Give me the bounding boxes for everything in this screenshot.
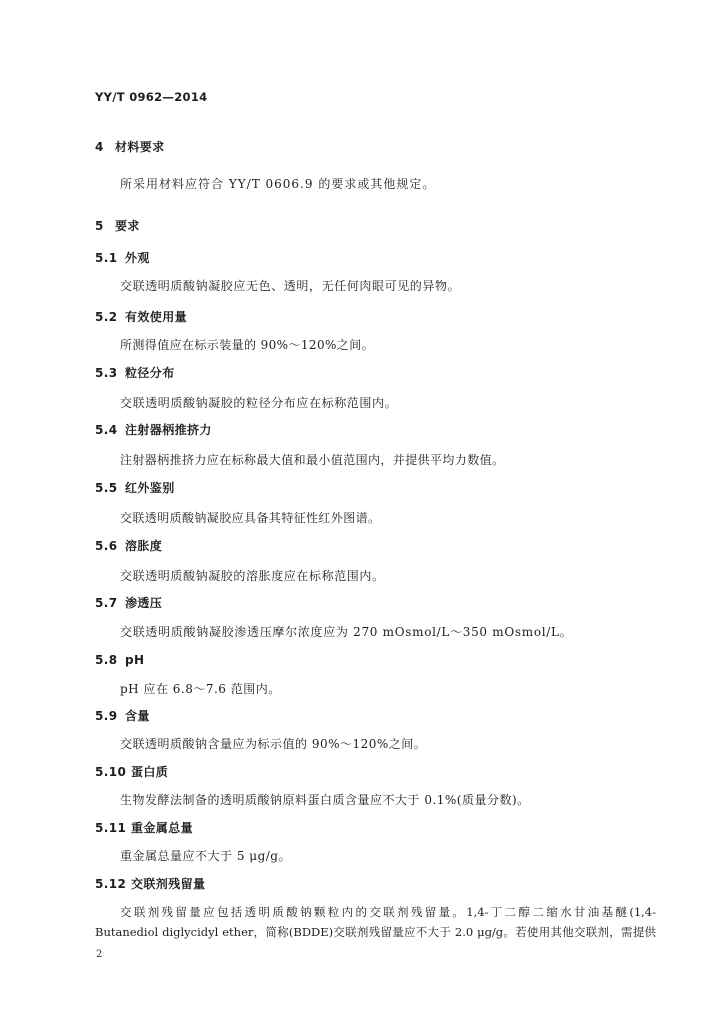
clause-title: 蛋白质 bbox=[131, 765, 169, 779]
section-title: 材料要求 bbox=[115, 140, 165, 154]
page-number: 2 bbox=[96, 949, 103, 960]
clause-title: 交联剂残留量 bbox=[131, 877, 206, 891]
clause-number: 5.9 bbox=[95, 709, 118, 723]
standard-code-header: YY/T 0962—2014 bbox=[95, 90, 208, 104]
clause-5-9-heading bbox=[95, 708, 150, 724]
clause-number: 5.3 bbox=[95, 366, 118, 380]
clause-number: 5.6 bbox=[95, 539, 118, 553]
clause-number: 5.11 bbox=[95, 821, 127, 835]
clause-5-7-text: 交联透明质酸钠凝胶渗透压摩尔浓度应为 270 mOsmol/L～350 mOsmol/L。 bbox=[120, 625, 573, 639]
clause-5-1-text: 交联透明质酸钠凝胶应无色、透明，无任何肉眼可见的异物。 bbox=[120, 279, 461, 293]
clause-5-8-text: pH 应在 6.8～7.6 范围内。 bbox=[120, 682, 281, 696]
section-5-heading bbox=[95, 218, 140, 234]
clause-title: 含量 bbox=[125, 709, 150, 723]
section-number: 5 bbox=[95, 219, 104, 233]
clause-5-3-text: 交联透明质酸钠凝胶的粒径分布应在标称范围内。 bbox=[120, 396, 398, 410]
clause-number: 5.4 bbox=[95, 423, 118, 437]
clause-5-10-text: 生物发酵法制备的透明质酸钠原料蛋白质含量应不大于 0.1%(质量分数)。 bbox=[120, 793, 530, 807]
clause-5-2-heading bbox=[95, 309, 187, 325]
clause-title: 重金属总量 bbox=[131, 821, 194, 835]
clause-title: 有效使用量 bbox=[125, 310, 188, 324]
clause-5-3-heading bbox=[95, 365, 175, 381]
clause-5-4-text: 注射器柄推挤力应在标称最大值和最小值范围内，并提供平均力数值。 bbox=[120, 453, 505, 467]
clause-title: 粒径分布 bbox=[125, 366, 175, 380]
clause-5-6-heading bbox=[95, 538, 162, 554]
clause-5-1-heading bbox=[95, 250, 150, 266]
clause-title: 红外鉴别 bbox=[125, 481, 175, 495]
clause-5-5-text: 交联透明质酸钠凝胶应具备其特征性红外图谱。 bbox=[120, 511, 381, 525]
clause-number: 5.5 bbox=[95, 481, 118, 495]
clause-5-9-text: 交联透明质酸钠含量应为标示值的 90%～120%之间。 bbox=[120, 737, 427, 751]
section-4-text: 所采用材料应符合 YY/T 0606.9 的要求或其他规定。 bbox=[120, 177, 436, 191]
clause-title: 注射器柄推挤力 bbox=[125, 423, 212, 437]
clause-5-11-text: 重金属总量应不大于 5 μg/g。 bbox=[120, 849, 291, 863]
clause-5-6-text: 交联透明质酸钠凝胶的溶胀度应在标称范围内。 bbox=[120, 569, 385, 583]
clause-5-4-heading bbox=[95, 422, 212, 438]
clause-number: 5.7 bbox=[95, 596, 118, 610]
clause-number: 5.10 bbox=[95, 765, 127, 779]
clause-5-12-heading bbox=[95, 876, 205, 892]
clause-title: 外观 bbox=[125, 251, 150, 265]
clause-5-12-text-line-2: Butanediol diglycidyl ether，简称(BDDE)交联剂残留量应不大于 2.0 μg/g。若使用其他交联剂，需提供 bbox=[95, 925, 656, 939]
clause-5-2-text: 所测得值应在标示装量的 90%～120%之间。 bbox=[120, 338, 374, 352]
clause-5-5-heading bbox=[95, 480, 175, 496]
clause-title: pH bbox=[125, 653, 145, 667]
clause-title: 溶胀度 bbox=[125, 539, 163, 553]
clause-number: 5.8 bbox=[95, 653, 118, 667]
clause-5-10-heading bbox=[95, 764, 168, 780]
clause-number: 5.1 bbox=[95, 251, 118, 265]
clause-5-8-heading bbox=[95, 652, 144, 668]
clause-number: 5.12 bbox=[95, 877, 127, 891]
clause-number: 5.2 bbox=[95, 310, 118, 324]
section-number: 4 bbox=[95, 140, 104, 154]
clause-5-11-heading bbox=[95, 820, 193, 836]
clause-5-7-heading bbox=[95, 595, 162, 611]
section-4-heading bbox=[95, 139, 165, 155]
section-title: 要求 bbox=[115, 219, 140, 233]
clause-5-12-text-line-1: 交联剂残留量应包括透明质酸钠颗粒内的交联剂残留量。1,4-丁二醇二缩水甘油基醚(1,4- bbox=[120, 905, 656, 919]
clause-title: 渗透压 bbox=[125, 596, 163, 610]
